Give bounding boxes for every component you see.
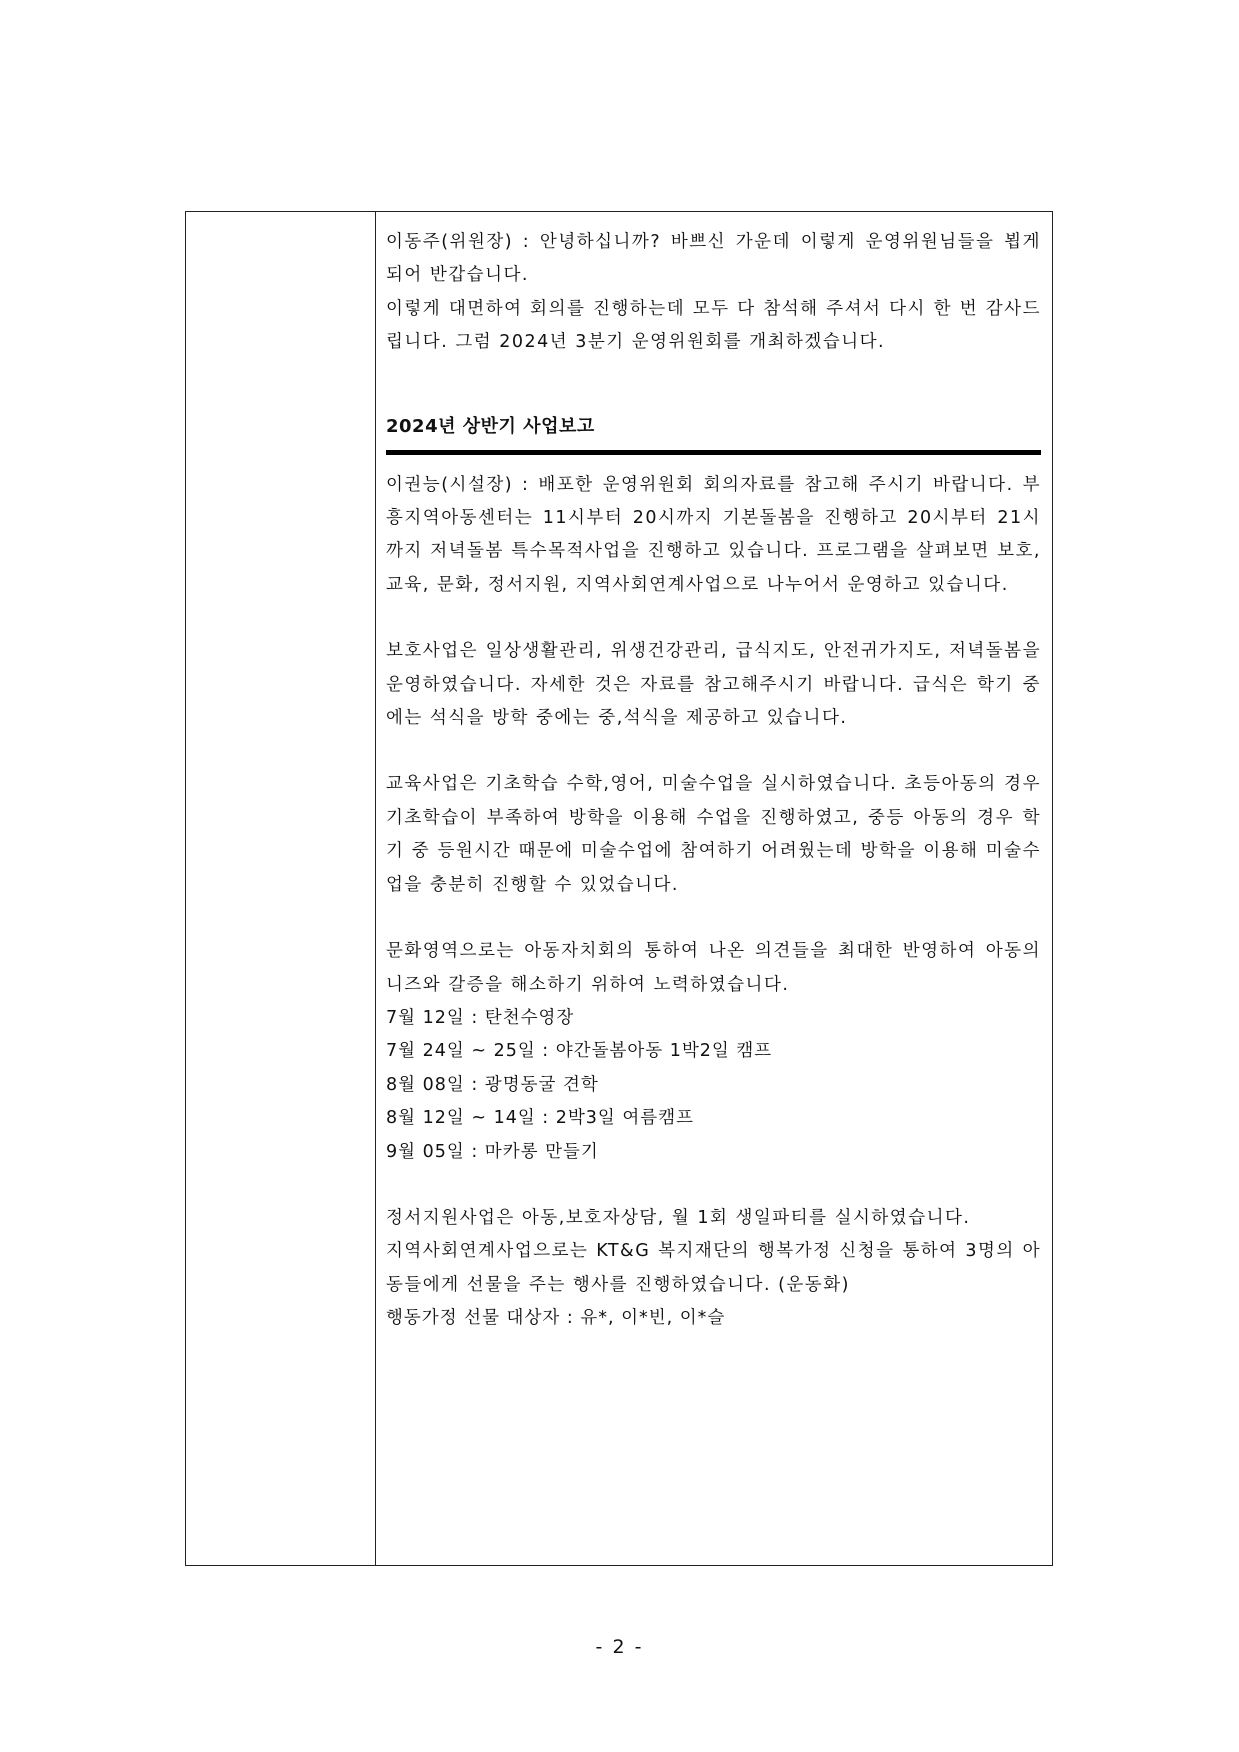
culture-event-list bbox=[386, 1002, 1041, 1169]
protection-paragraph: 보호사업은 일상생활관리, 위생건강관리, 급식지도, 안전귀가지도, 저녁돌봄을 운영하였습니다. 자세한 것은 자료를 참고해주시기 바랍니다. 급식은 학기 중에는 석식을 방학 중에는 중,석식을 제공하고 있습니다. bbox=[386, 641, 1041, 729]
list-item: 7월 24일 ~ 25일 : 야간돌봄아동 1박2일 캠프 bbox=[386, 1041, 773, 1062]
list-item: 8월 08일 : 광명동굴 견학 bbox=[386, 1074, 599, 1095]
chair-thanks-remarks: 이렇게 대면하여 회의를 진행하는데 모두 다 참석해 주셔서 다시 한 번 감사드립니다. 그럼 2024년 3분기 운영위원회를 개최하겠습니다. bbox=[386, 298, 1041, 353]
overview-paragraph: 이권능(시설장) : 배포한 운영위원회 회의자료를 참고해 주시기 바랍니다. 부흥지역아동센터는 11시부터 20시까지 기본돌봄을 진행하고 20시부터 21시까지 저녁돌봄 특수목적사업을 진행하고 있습니다. 프로그램을 살펴보면 보호, 교육, 문화, 정서지원, 지역사회연계사업으로 나누어서 운영하고 있습니다. bbox=[386, 474, 1041, 595]
minutes-table bbox=[185, 211, 1053, 1566]
education-paragraph: 교육사업은 기초학습 수학,영어, 미술수업을 실시하였습니다. 초등아동의 경우 기초학습이 부족하여 방학을 이용해 수업을 진행하였고, 중등 아동의 경우 학기 중 등원시간 때문에 미술수업에 참여하기 어려웠는데 방학을 이용해 미술수업을 충분히 진행할 수 있었습니다. bbox=[386, 774, 1041, 895]
culture-paragraph: 문화영역으로는 아동자치회의 통하여 나온 의견들을 최대한 반영하여 아동의 니즈와 갈증을 해소하기 위하여 노력하였습니다. bbox=[386, 941, 1041, 995]
heading-rule bbox=[386, 450, 1041, 455]
chair-opening-remarks: 이동주(위원장) : 안녕하십니까? 바쁘신 가운데 이렇게 운영위원님들을 뵙게 되어 반갑습니다. bbox=[386, 232, 1041, 286]
community-paragraph: 지역사회연계사업으로는 KT&G 복지재단의 행복가정 신청을 통하여 3명의 아동들에게 선물을 주는 행사를 진행하였습니다. (운동화) bbox=[386, 1241, 1041, 1295]
list-item: 8월 12일 ~ 14일 : 2박3일 여름캠프 bbox=[386, 1108, 695, 1129]
list-item: 7월 12일 : 탄천수영장 bbox=[386, 1007, 575, 1028]
gift-recipients: 행동가정 선물 대상자 : 유*, 이*빈, 이*슬 bbox=[386, 1308, 726, 1329]
page-number: - 2 - bbox=[595, 1636, 644, 1658]
table-content-cell bbox=[386, 226, 1041, 1336]
list-item: 9월 05일 : 마카롱 만들기 bbox=[386, 1141, 599, 1162]
section-heading: 2024년 상반기 사업보고 bbox=[386, 415, 595, 437]
emotional-support-paragraph: 정서지원사업은 아동,보호자상담, 월 1회 생일파티를 실시하였습니다. bbox=[386, 1207, 971, 1228]
table-left-column bbox=[186, 212, 376, 1565]
